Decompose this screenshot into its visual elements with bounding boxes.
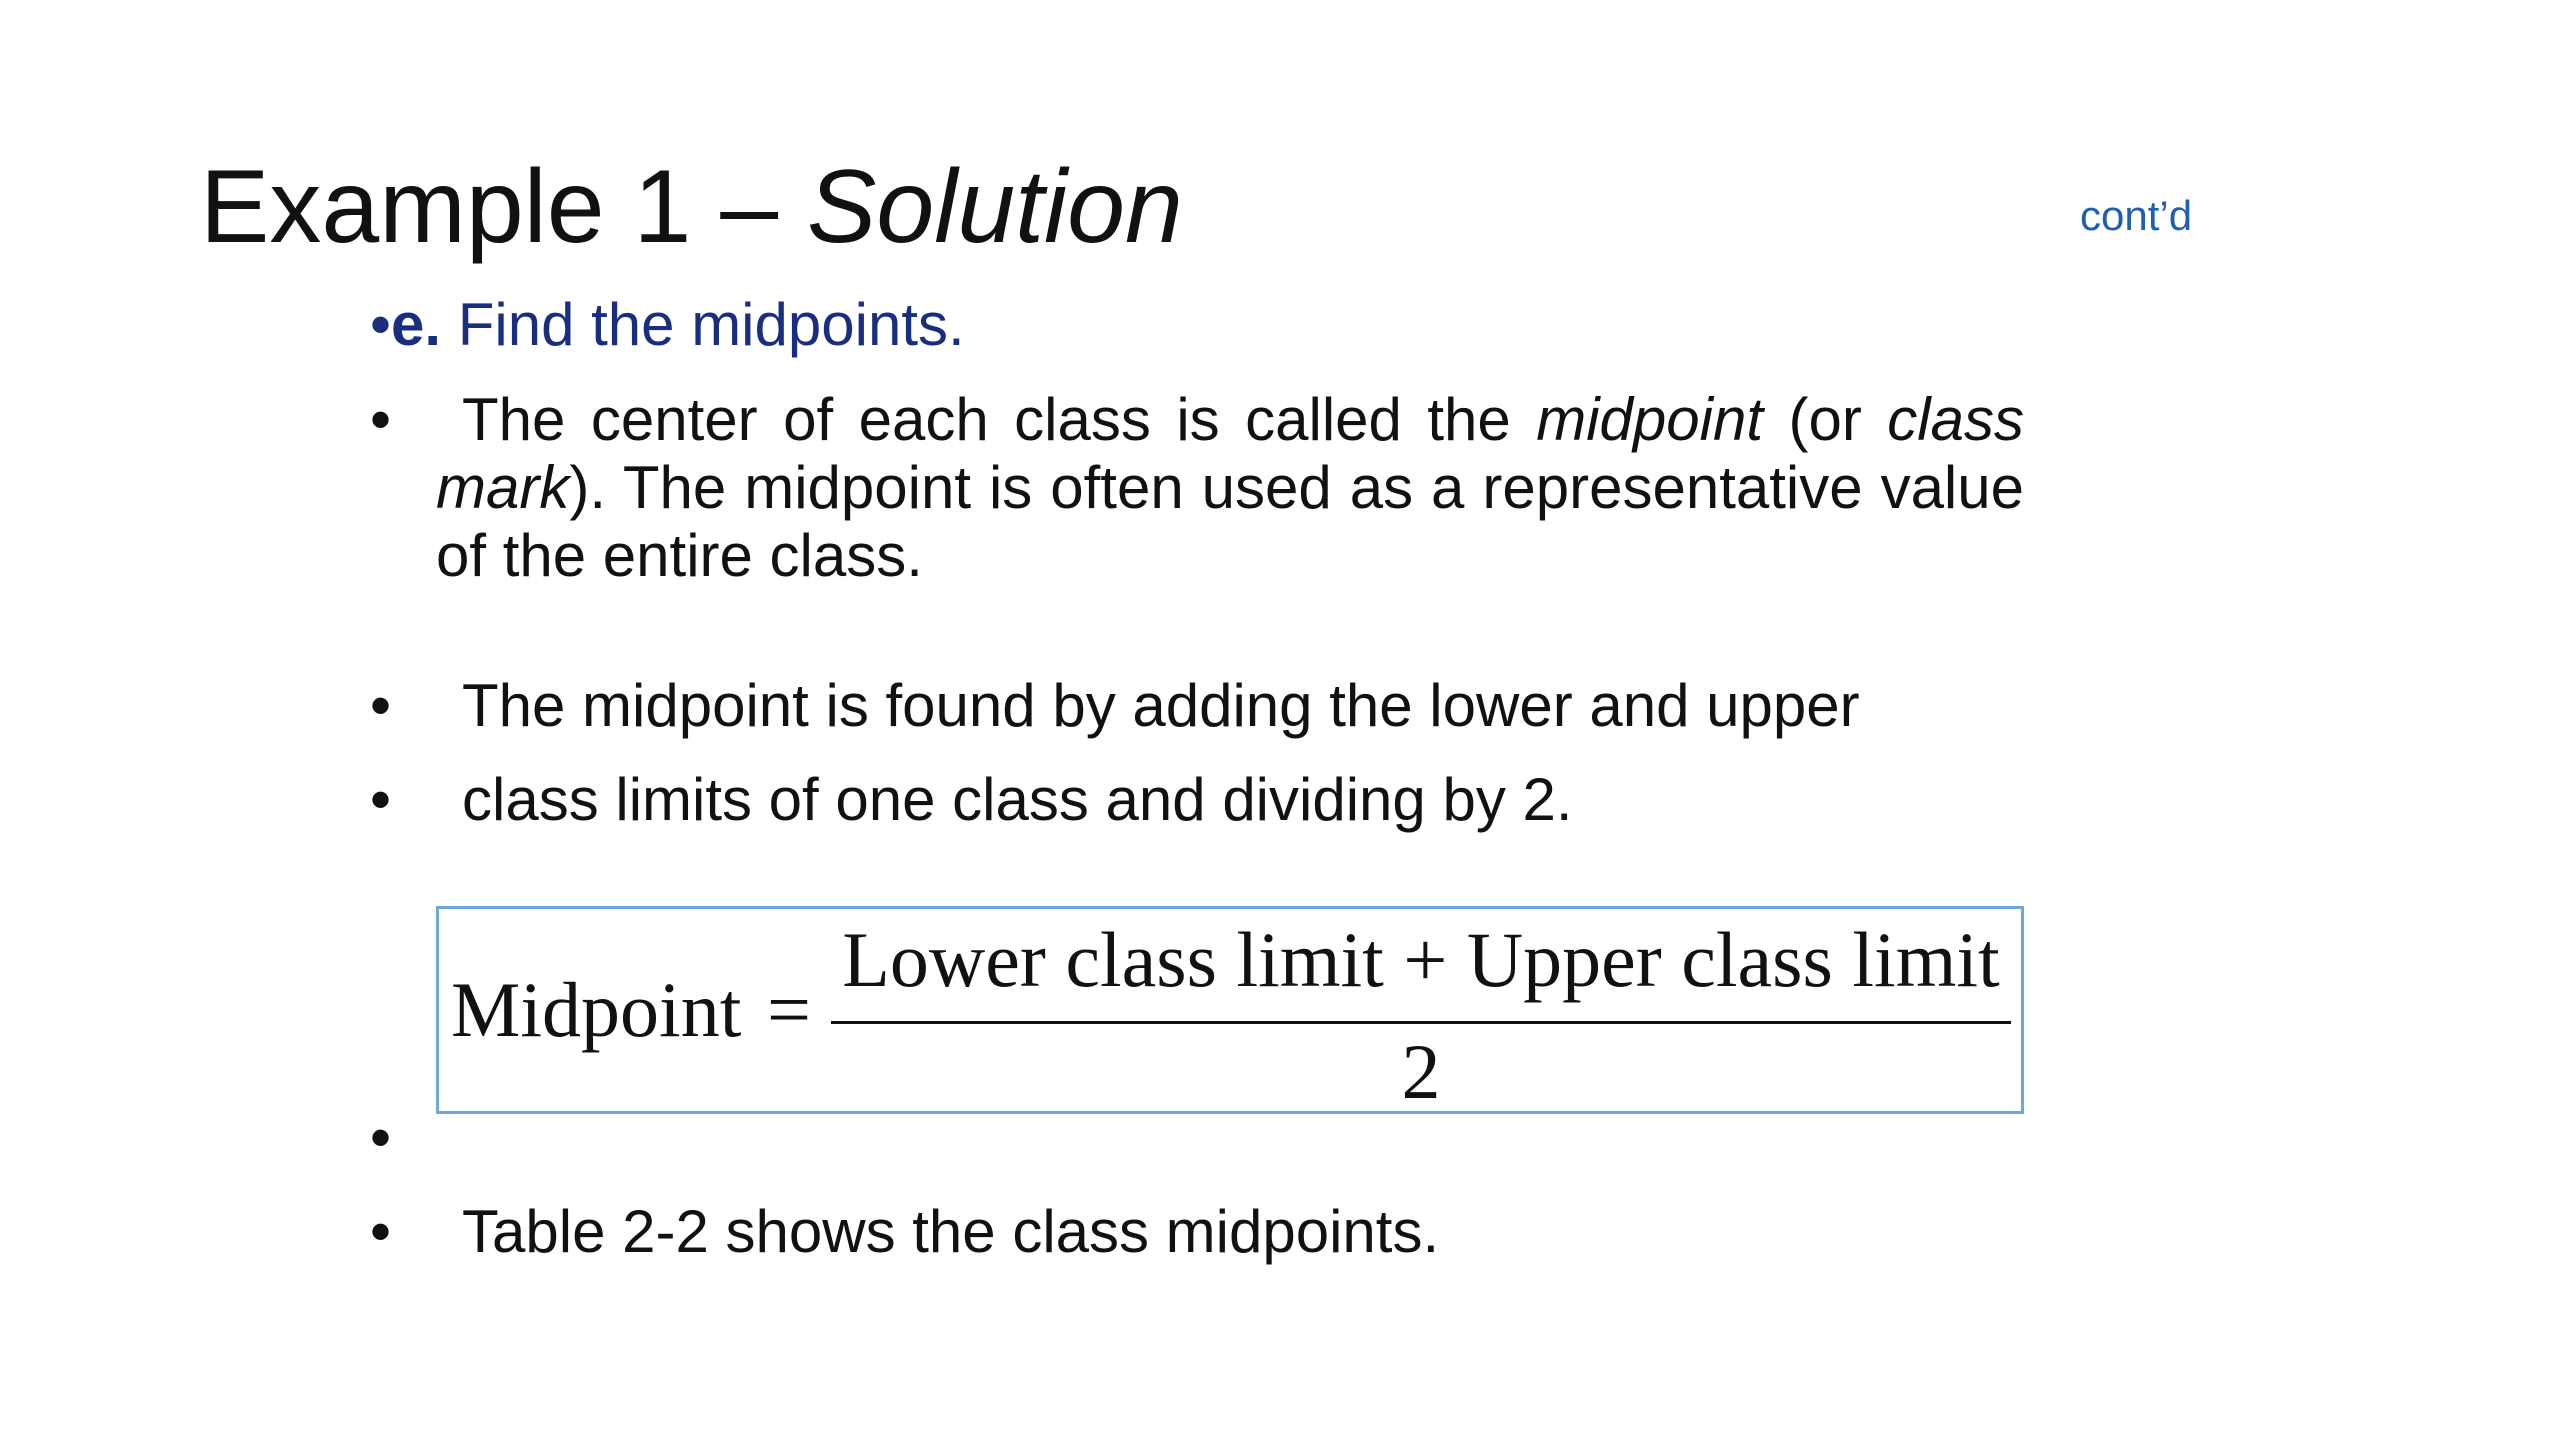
formula-denominator: 2: [1401, 1028, 1441, 1115]
fraction-bar: [831, 1021, 2011, 1024]
bullet-text: Table 2-2 shows the class midpoints.: [462, 1198, 1440, 1265]
definition-part3: ). The midpoint is often used as a representative value of the entire class.: [436, 454, 2024, 589]
bullet-dot: •: [370, 386, 392, 453]
title-prefix: Example 1 –: [200, 149, 807, 265]
formula-fraction: [831, 916, 2011, 1115]
bullet-text: class limits of one class and dividing by 2.: [462, 766, 1573, 833]
bullet-dot: •: [370, 1104, 392, 1171]
subheading-label: e.: [391, 291, 442, 358]
continued-label: cont’d: [2080, 192, 2193, 239]
bullet-dot: •: [370, 1198, 392, 1265]
subheading: [370, 290, 965, 359]
bullet-dot: •: [370, 766, 392, 833]
subheading-text: Find the midpoints.: [441, 291, 965, 358]
bullet-dot: •: [370, 672, 392, 739]
definition-midpoint-term: midpoint: [1536, 386, 1764, 453]
formula-equals: =: [767, 966, 811, 1053]
formula-lhs: Midpoint: [451, 966, 742, 1053]
slide-title: [200, 150, 1183, 264]
subheading-bullet: •: [370, 291, 392, 358]
formula-numerator: Lower class limit + Upper class limit: [842, 916, 2000, 1003]
title-italic: Solution: [807, 149, 1183, 265]
bullet-text: The midpoint is found by adding the lower and upper: [462, 672, 1860, 739]
definition-classmark-term: class mark: [436, 386, 2024, 521]
definition-part1: The center of each class is called the: [462, 386, 1537, 453]
midpoint-formula: [436, 906, 2024, 1114]
definition-text: [436, 386, 2024, 590]
definition-part2: (or: [1763, 386, 1888, 453]
